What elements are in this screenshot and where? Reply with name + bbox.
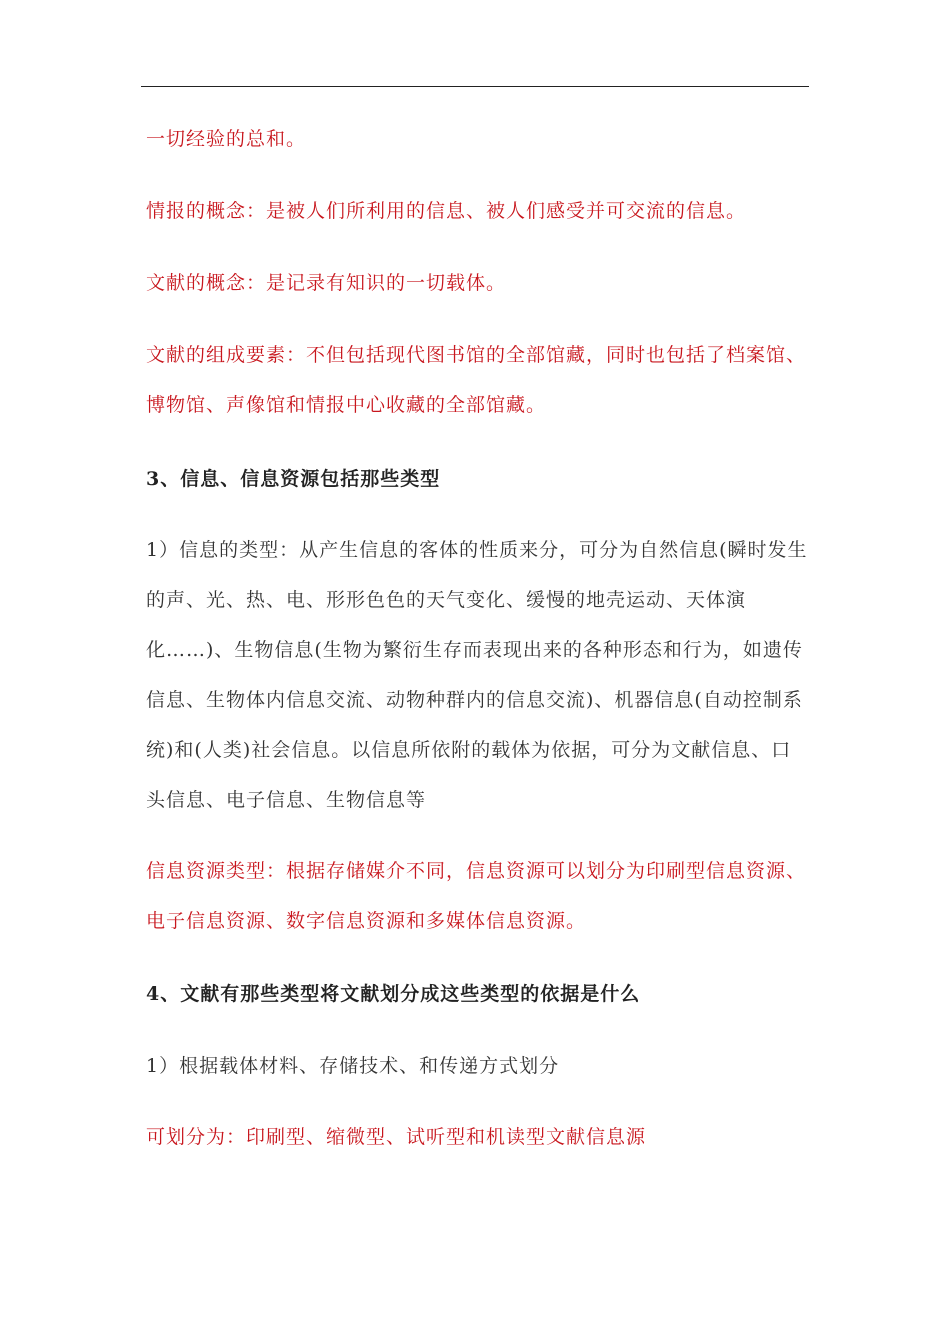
paragraph-classification-basis: 1）根据载体材料、存储技术、和传递方式划分 [146,1055,560,1077]
paragraph-literature-elements: 文献的组成要素：不但包括现代图书馆的全部馆藏，同时也包括了档案馆、博物馆、声像馆和情报中心收藏的全部馆藏。 [146,344,807,416]
heading-section-4: 4、文献有那些类型将文献划分成这些类型的依据是什么 [146,983,641,1005]
header-rule [141,86,809,87]
paragraph-information-resource-types: 信息资源类型：根据存储媒介不同，信息资源可以划分为印刷型信息资源、电子信息资源、数字信息资源和多媒体信息资源。 [146,860,807,932]
heading-section-3: 3、信息、信息资源包括那些类型 [146,468,441,490]
paragraph-information-types: 1）信息的类型：从产生信息的客体的性质来分，可分为自然信息(瞬时发生的声、光、热、电、形形色色的天气变化、缓慢的地壳运动、天体演化……)、生物信息(生物为繁衍生存而表现出来的各种形态和行为，如遗传信息、生物体内信息交流、动物种群内的信息交流)、机器信息(自动控制系统)和(人类)社会信息。以信息所依附的载体为依据，可分为文献信息、口头信息、电子信息、生物信息等 [146,539,808,811]
paragraph-intelligence-concept: 情报的概念：是被人们所利用的信息、被人们感受并可交流的信息。 [146,200,747,222]
paragraph-classification-result: 可划分为：印刷型、缩微型、试听型和机读型文献信息源 [146,1126,647,1148]
paragraph-literature-concept: 文献的概念：是记录有知识的一切载体。 [146,272,507,294]
paragraph-experience-summary: 一切经验的总和。 [146,128,307,150]
